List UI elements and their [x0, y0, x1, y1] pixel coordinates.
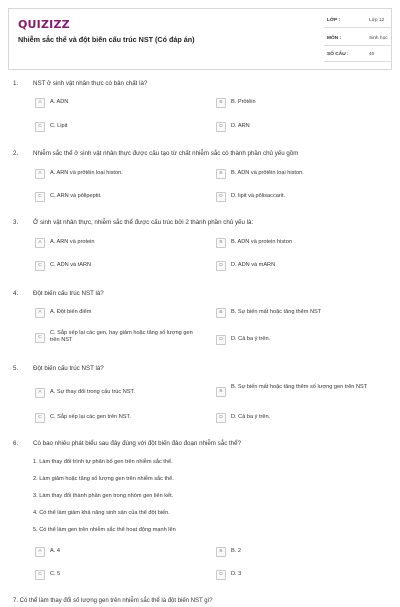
- option-letter: A: [35, 98, 45, 108]
- meta-key-grade: LỚP :: [327, 18, 341, 23]
- option-text: B. Prôtêin: [231, 99, 256, 105]
- option-text: D. lipit và pôlisaccarit.: [231, 193, 286, 199]
- option-letter: B: [216, 169, 226, 179]
- worksheet-header: [8, 8, 392, 70]
- option-letter: B: [216, 238, 226, 248]
- option-letter: C: [35, 122, 45, 132]
- option-letter: B: [216, 308, 226, 318]
- option-letter: D: [216, 261, 226, 271]
- meta-panel: [324, 9, 392, 69]
- option-text: D. Cả ba ý trên.: [231, 336, 271, 342]
- question-text: Ở sinh vật nhân thực, nhiễm sắc thể được cấu trúc bởi 2 thành phần chủ yếu là:: [33, 219, 254, 226]
- option-letter: A: [35, 308, 45, 318]
- statement-3: 3. Làm thay đổi thành phần gen trong nhóm gen liên kết.: [33, 493, 174, 499]
- option-text: B. Sự biến mất hoặc tăng thêm số lượng gen trên NST: [231, 384, 368, 390]
- meta-key-count: SỐ CÂU :: [327, 52, 349, 57]
- option-text: C. Sắp xếp lại các gen, hay giảm hoặc tăng số lượng gen trên NST: [50, 330, 193, 343]
- option-text: B. ADN và protein histon: [231, 239, 292, 245]
- option-text: D. ADN và mARN: [231, 262, 276, 268]
- option-text: B. 2: [231, 548, 241, 554]
- meta-key-subject: MÔN :: [327, 36, 342, 41]
- option-letter: C: [35, 570, 45, 580]
- question-number: 4.: [13, 290, 19, 297]
- option-letter: D: [216, 122, 226, 132]
- option-text: A. Sự thay đổi trong cấu trúc NST.: [50, 389, 135, 395]
- option-letter: D: [216, 335, 226, 345]
- question-7-partial: 7. Có thể làm thay đổi số lượng gen trên nhiễm sắc thể là đột biến NST gì?: [13, 598, 213, 604]
- statement-2: 2. Làm giảm hoặc tăng số lượng gen trên nhiễm sắc thể.: [33, 476, 174, 482]
- option-text: A. ARN và protein: [50, 239, 95, 245]
- statement-5: 5. Có thể làm gen trên nhiễm sắc thể hoạt động mạnh lên: [33, 527, 176, 533]
- question-text: Đột biến cấu trúc NST là?: [33, 365, 104, 372]
- question-number: 5.: [13, 365, 19, 372]
- meta-value-count: 40: [369, 52, 375, 57]
- option-text: C. Lipit: [50, 123, 68, 129]
- meta-value-subject: Sinh học: [369, 36, 388, 41]
- option-text: C. ARN và pôlipeptit.: [50, 193, 102, 199]
- option-letter: A: [35, 388, 45, 398]
- option-text: B. ADN và prôtêin loại histon.: [231, 170, 304, 176]
- option-text: D. 3: [231, 571, 242, 577]
- question-text: NST ở sinh vật nhân thực có bản chất là?: [33, 80, 148, 87]
- option-text: C. 5: [50, 571, 61, 577]
- option-letter: C: [35, 333, 45, 343]
- option-text: C. ADN và tARN: [50, 262, 92, 268]
- option-letter: A: [35, 238, 45, 248]
- option-letter: B: [216, 387, 226, 397]
- option-letter: D: [216, 413, 226, 423]
- option-letter: B: [216, 547, 226, 557]
- question-number: 6.: [13, 440, 19, 447]
- option-text: C. Sắp xếp lại các gen trên NST.: [50, 414, 131, 420]
- page-title: Nhiễm sắc thể và đột biến cấu trúc NST (Có đáp án): [18, 35, 195, 44]
- question-number: 3.: [13, 219, 19, 226]
- option-text: A. ADN: [50, 99, 69, 105]
- option-text: A. Đột biến điểm: [50, 309, 92, 315]
- meta-row-grade: [324, 15, 392, 28]
- question-number: 2.: [13, 150, 19, 157]
- option-text: D. Cả ba ý trên.: [231, 414, 271, 420]
- option-letter: D: [216, 570, 226, 580]
- option-text: A. ARN và prôtêin loại histon.: [50, 170, 123, 176]
- question-text: Nhiễm sắc thể ở sinh vật nhân thực được cấu tạo từ chất nhiễm sắc có thành phần chủ yếu gồm: [33, 150, 299, 157]
- option-text: B. Sự biến mất hoặc tăng thêm NST: [231, 309, 322, 315]
- option-letter: C: [35, 413, 45, 423]
- question-text: Đột biến cấu trúc NST là?: [33, 290, 104, 297]
- option-text: D. ARN: [231, 123, 250, 129]
- option-letter: A: [35, 169, 45, 179]
- option-letter: A: [35, 547, 45, 557]
- question-text: Có bao nhiêu phát biểu sau đây đúng với đột biến đảo đoạn nhiễm sắc thể?: [33, 440, 242, 447]
- question-number: 1.: [13, 80, 19, 87]
- option-letter: C: [35, 192, 45, 202]
- meta-row-subject: [324, 33, 392, 46]
- meta-value-grade: Lớp 12: [369, 18, 385, 23]
- statement-4: 4. Có thể làm giảm khả năng sinh sản của thể đột biến.: [33, 510, 170, 516]
- option-text: A. 4: [50, 548, 60, 554]
- option-letter: D: [216, 192, 226, 202]
- quizizz-logo[interactable]: QUIZIZZ: [18, 18, 70, 31]
- statement-1: 1. Làm thay đổi trình tự phân bố gen trên nhiễm sắc thể.: [33, 459, 173, 465]
- option-letter: C: [35, 261, 45, 271]
- meta-row-count: [324, 49, 392, 62]
- option-letter: B: [216, 98, 226, 108]
